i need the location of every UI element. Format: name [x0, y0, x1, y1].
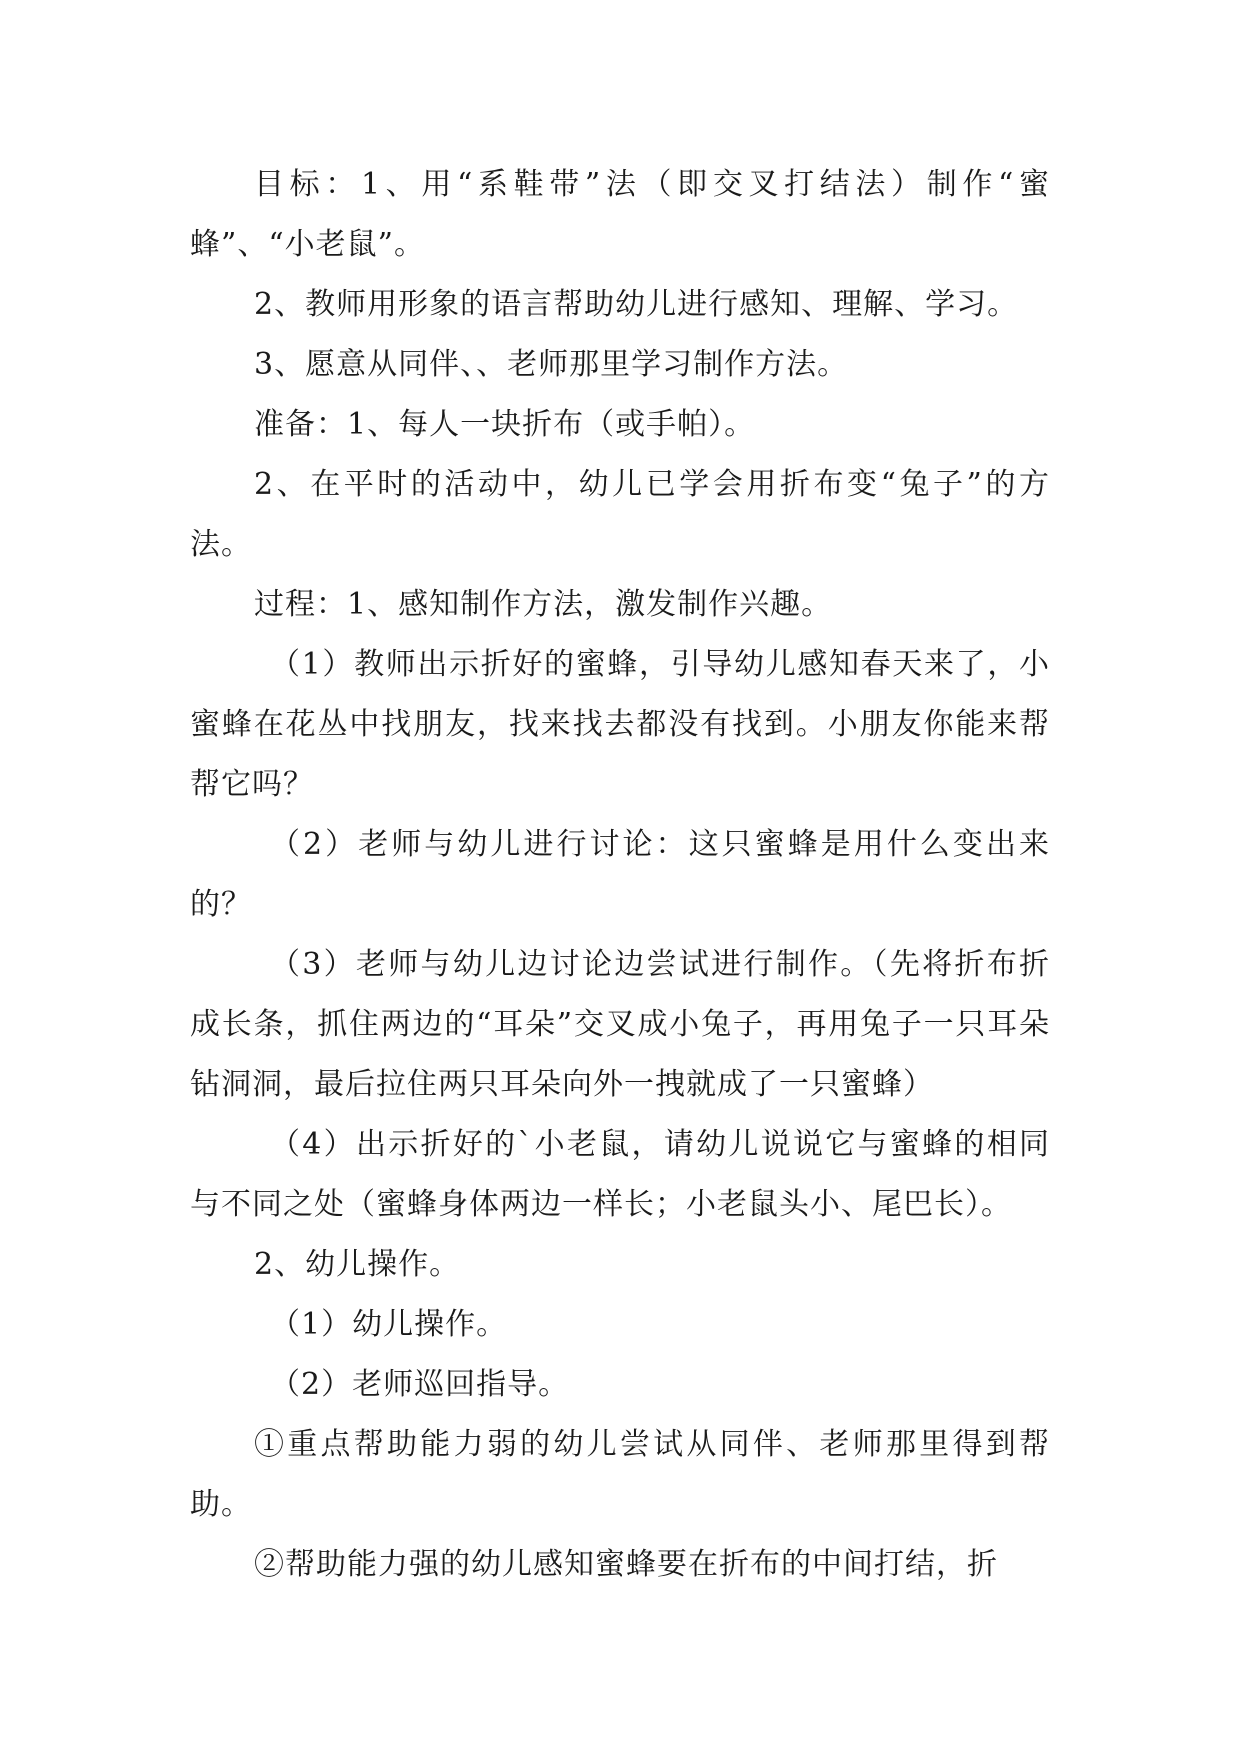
paragraph-step-1: （1）教师出示折好的蜜蜂，引导幼儿感知春天来了，小蜜蜂在花丛中找朋友，找来找去都没有找到。小朋友你能来帮帮它吗？: [190, 647, 1050, 802]
paragraph-goal-3: 3、愿意从同伴、、老师那里学习制作方法。: [254, 347, 849, 382]
paragraph-step-3: （3）老师与幼儿边讨论边尝试进行制作。（先将折布折成长条，抓住两边的“耳朵”交叉成小兔子，再用兔子一只耳朵钻洞洞，最后拉住两只耳朵向外一拽就成了一只蜜蜂）: [190, 947, 1050, 1102]
paragraph-operate-1: （1）幼儿操作。: [270, 1307, 508, 1342]
paragraph-operate-2: （2）老师巡回指导。: [270, 1367, 570, 1402]
paragraph-process-1: 过程：1、感知制作方法，激发制作兴趣。: [254, 587, 833, 622]
document-body: [190, 155, 1050, 1595]
paragraph-guide-2: ②帮助能力强的幼儿感知蜜蜂要在折布的中间打结，折: [254, 1547, 998, 1582]
paragraph-prep-2: 2、在平时的活动中，幼儿已学会用折布变“兔子”的方法。: [190, 467, 1050, 562]
paragraph-goal-2: 2、教师用形象的语言帮助幼儿进行感知、理解、学习。: [254, 287, 1019, 322]
paragraph-goal-1: 目标：1、用“系鞋带”法（即交叉打结法）制作“蜜蜂”、“小老鼠”。: [190, 167, 1050, 262]
paragraph-guide-1: ①重点帮助能力弱的幼儿尝试从同伴、老师那里得到帮助。: [190, 1427, 1050, 1522]
paragraph-step-2: （2）老师与幼儿进行讨论：这只蜜蜂是用什么变出来的？: [190, 827, 1050, 922]
paragraph-process-2: 2、幼儿操作。: [254, 1247, 461, 1282]
paragraph-prep-1: 准备：1、每人一块折布（或手帕）。: [254, 407, 756, 442]
paragraph-step-4: （4）出示折好的`小老鼠，请幼儿说说它与蜜蜂的相同与不同之处（蜜蜂身体两边一样长；小老鼠头小、尾巴长）。: [190, 1127, 1050, 1222]
